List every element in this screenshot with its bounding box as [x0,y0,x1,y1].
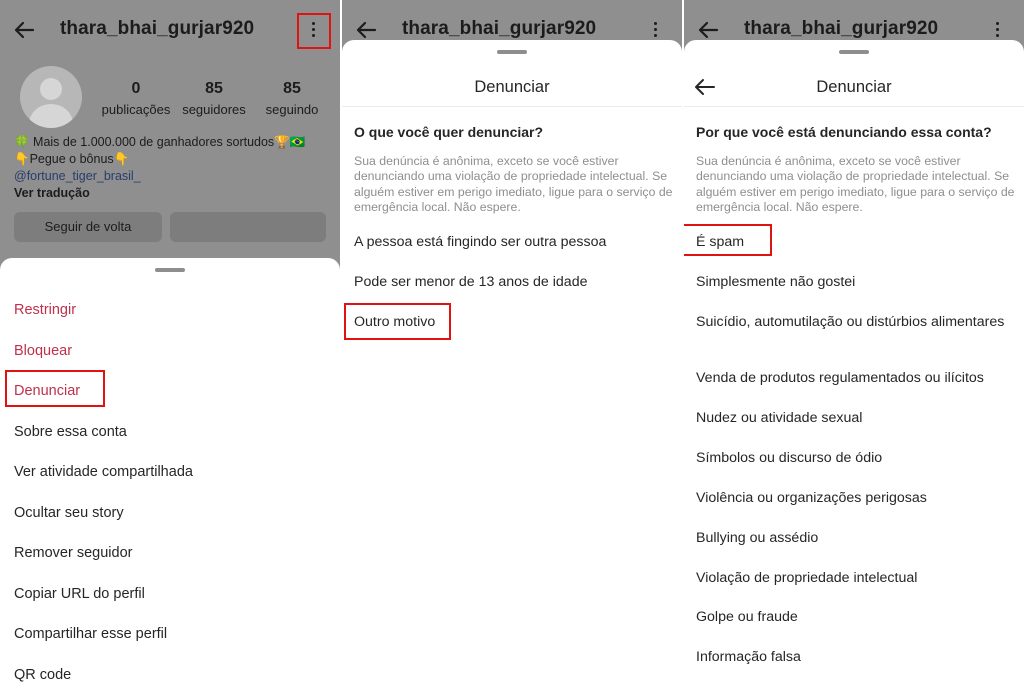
report-bottom-sheet [342,40,682,683]
options-bottom-sheet [0,258,340,683]
report-reason-scam[interactable]: Golpe ou fraude [696,609,798,625]
sheet-drag-handle[interactable] [155,268,185,272]
stat-posts-value: 0 [131,80,141,97]
menu-item-share-profile[interactable]: Compartilhar esse perfil [14,626,168,642]
stat-posts[interactable] [100,80,172,117]
highlight-more-options [297,13,331,49]
report-reason-ip-violation[interactable]: Violação de propriedade intelectual [696,570,918,586]
report-reason-dislike[interactable]: Simplesmente não gostei [696,274,856,290]
profile-username: thara_bhai_gurjar920 [60,18,255,39]
report-question: O que você quer denunciar? [354,124,544,140]
report-option-other-reason[interactable]: Outro motivo [354,314,436,330]
stat-followers-label: seguidores [182,102,246,117]
stat-following-label: seguindo [265,102,319,117]
report-reason-spam[interactable]: É spam [696,234,745,250]
report-reason-bullying[interactable]: Bullying ou assédio [696,530,819,546]
see-translation-link[interactable]: Ver tradução [14,186,90,200]
bio-link[interactable]: @fortune_tiger_brasil_ [14,169,141,183]
back-arrow-icon[interactable] [12,16,36,44]
report-option-underage[interactable]: Pode ser menor de 13 anos de idade [354,274,588,290]
report-bottom-sheet [684,40,1024,683]
menu-item-about-account[interactable]: Sobre essa conta [14,424,127,440]
report-type-panel [342,0,682,683]
more-vertical-icon [996,22,1000,38]
report-reason-false-info[interactable]: Informação falsa [696,649,801,665]
menu-item-hide-story[interactable]: Ocultar seu story [14,505,124,521]
follow-back-button[interactable]: Seguir de volta [14,212,162,242]
sheet-drag-handle[interactable] [497,50,527,54]
report-reason-panel [684,0,1024,683]
menu-item-shared-activity[interactable]: Ver atividade compartilhada [14,464,193,480]
stat-followers-value: 85 [205,80,223,97]
stat-posts-label: publicações [101,102,171,117]
highlight-spam [684,224,772,256]
report-reason-violence[interactable]: Violência ou organizações perigosas [696,490,927,506]
report-reason-hate-speech[interactable]: Símbolos ou discurso de ódio [696,450,883,466]
sheet-title: Denunciar [816,78,892,96]
stat-following[interactable] [256,80,328,117]
report-description: Sua denúncia é anônima, exceto se você estiver denunciando uma violação de propriedade intelectual. Se alguém estiver em perigo imediato, ligue para o serviço de emergência local. Não espere. [354,154,673,214]
profile-options-panel [0,0,340,683]
report-question: Por que você está denunciando essa conta? [696,124,992,140]
menu-item-report[interactable]: Denunciar [14,383,81,399]
avatar[interactable] [20,66,82,128]
bio-line: 👇Pegue o bônus👇 [14,152,130,166]
more-vertical-icon [654,22,658,38]
sheet-drag-handle[interactable] [839,50,869,54]
menu-item-qr-code[interactable]: QR code [14,667,72,683]
highlight-report [5,370,105,407]
report-reason-nudity[interactable]: Nudez ou atividade sexual [696,410,863,426]
message-button[interactable] [170,212,326,242]
menu-item-block[interactable]: Bloquear [14,343,73,359]
profile-username: thara_bhai_gurjar920 [744,18,939,39]
more-options-button[interactable] [644,18,668,42]
menu-item-restrict[interactable]: Restringir [14,302,77,318]
stat-following-value: 85 [283,80,301,97]
profile-username: thara_bhai_gurjar920 [402,18,597,39]
menu-item-remove-follower[interactable]: Remover seguidor [14,545,133,561]
report-option-impersonation[interactable]: A pessoa está fingindo ser outra pessoa [354,234,607,250]
sheet-separator [684,106,1024,107]
bio-line: 🍀 Mais de 1.000.000 de ganhadores sortudos🏆🇧🇷 [14,135,306,149]
profile-header [0,0,340,60]
more-options-button[interactable] [986,18,1010,42]
sheet-title: Denunciar [474,78,550,96]
highlight-other-reason [344,303,451,340]
menu-item-copy-profile-url[interactable]: Copiar URL do perfil [14,586,145,602]
report-reason-self-harm[interactable]: Suicídio, automutilação ou distúrbios alimentares [696,314,1005,330]
stat-followers[interactable] [178,80,250,117]
report-description: Sua denúncia é anônima, exceto se você estiver denunciando uma violação de propriedade intelectual. Se alguém estiver em perigo imediato, ligue para o serviço de emergência local. Não espere. [696,154,1015,214]
report-reason-illicit-goods[interactable]: Venda de produtos regulamentados ou ilícitos [696,370,984,386]
sheet-separator [342,106,682,107]
